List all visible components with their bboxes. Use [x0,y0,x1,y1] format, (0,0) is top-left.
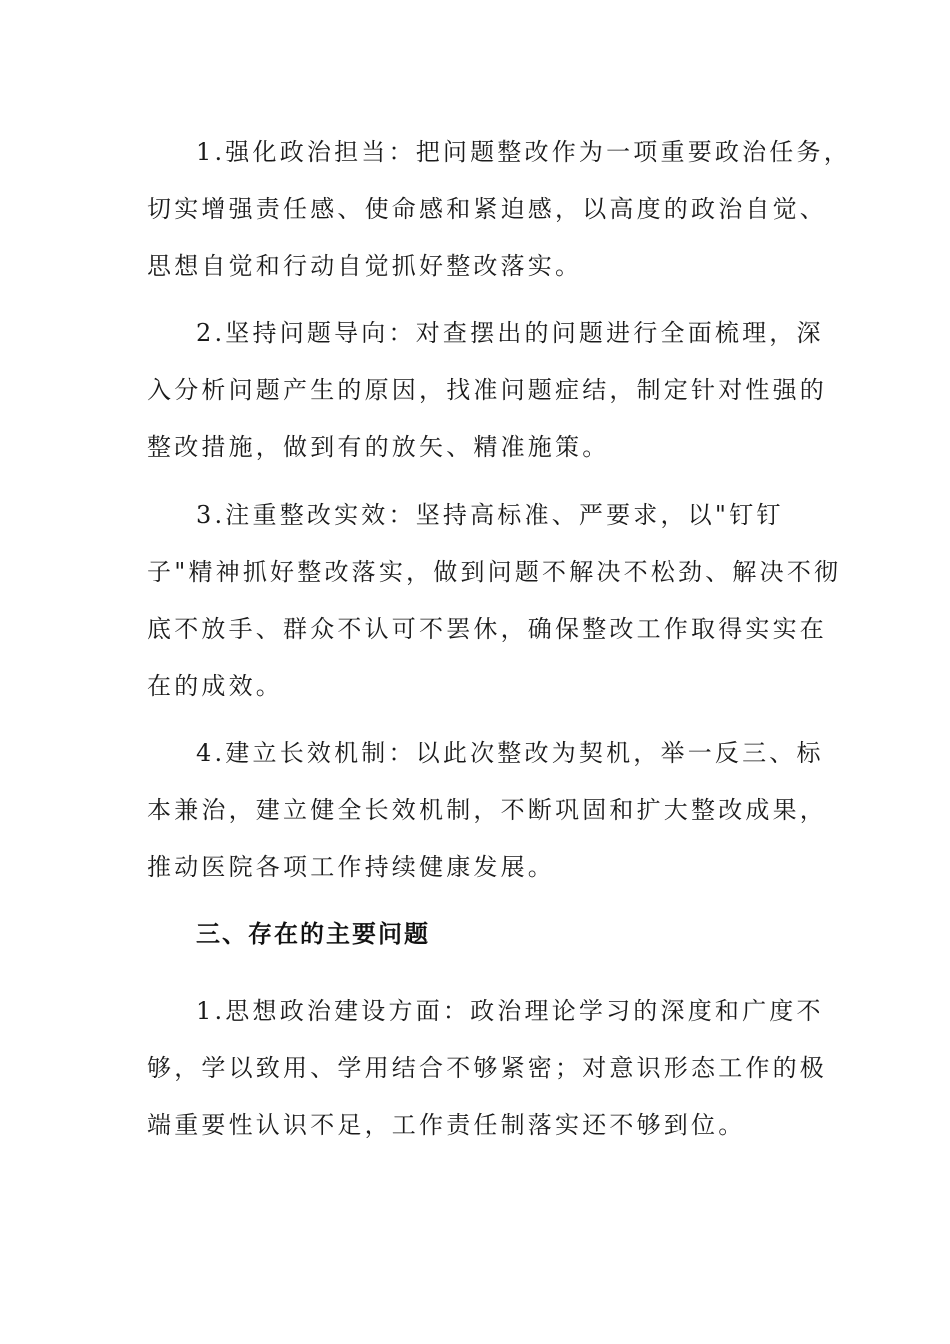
paragraph-4-line-3: 推动医院各项工作持续健康发展。 [147,853,555,881]
paragraph-3-line-1: 3.注重整改实效：坚持高标准、严要求，以"钉钉 [196,501,784,529]
problem-paragraph-line-1: 1.思想政治建设方面：政治理论学习的深度和广度不 [196,997,824,1025]
paragraph-4-line-1: 4.建立长效机制：以此次整改为契机，举一反三、标 [196,739,824,767]
problem-paragraph-line-2: 够，学以致用、学用结合不够紧密；对意识形态工作的极 [147,1054,827,1082]
paragraph-4-line-2: 本兼治，建立健全长效机制，不断巩固和扩大整改成果， [147,796,827,824]
problem-paragraph-line-3: 端重要性认识不足，工作责任制落实还不够到位。 [147,1111,746,1139]
paragraph-3-line-2: 子"精神抓好整改落实，做到问题不解决不松劲、解决不彻 [147,558,842,586]
paragraph-2-line-1: 2.坚持问题导向：对查摆出的问题进行全面梳理，深 [196,319,824,347]
paragraph-2-line-3: 整改措施，做到有的放矢、精准施策。 [147,433,610,461]
paragraph-1-line-1: 1.强化政治担当：把问题整改作为一项重要政治任务， [196,138,851,166]
paragraph-2-line-2: 入分析问题产生的原因，找准问题症结，制定针对性强的 [147,376,827,404]
paragraph-1-line-3: 思想自觉和行动自觉抓好整改落实。 [147,252,583,280]
paragraph-3-line-3: 底不放手、群众不认可不罢休，确保整改工作取得实实在 [147,615,827,643]
section-heading: 三、存在的主要问题 [196,920,430,948]
paragraph-3-line-4: 在的成效。 [147,672,283,700]
paragraph-1-line-2: 切实增强责任感、使命感和紧迫感，以高度的政治自觉、 [147,195,827,223]
